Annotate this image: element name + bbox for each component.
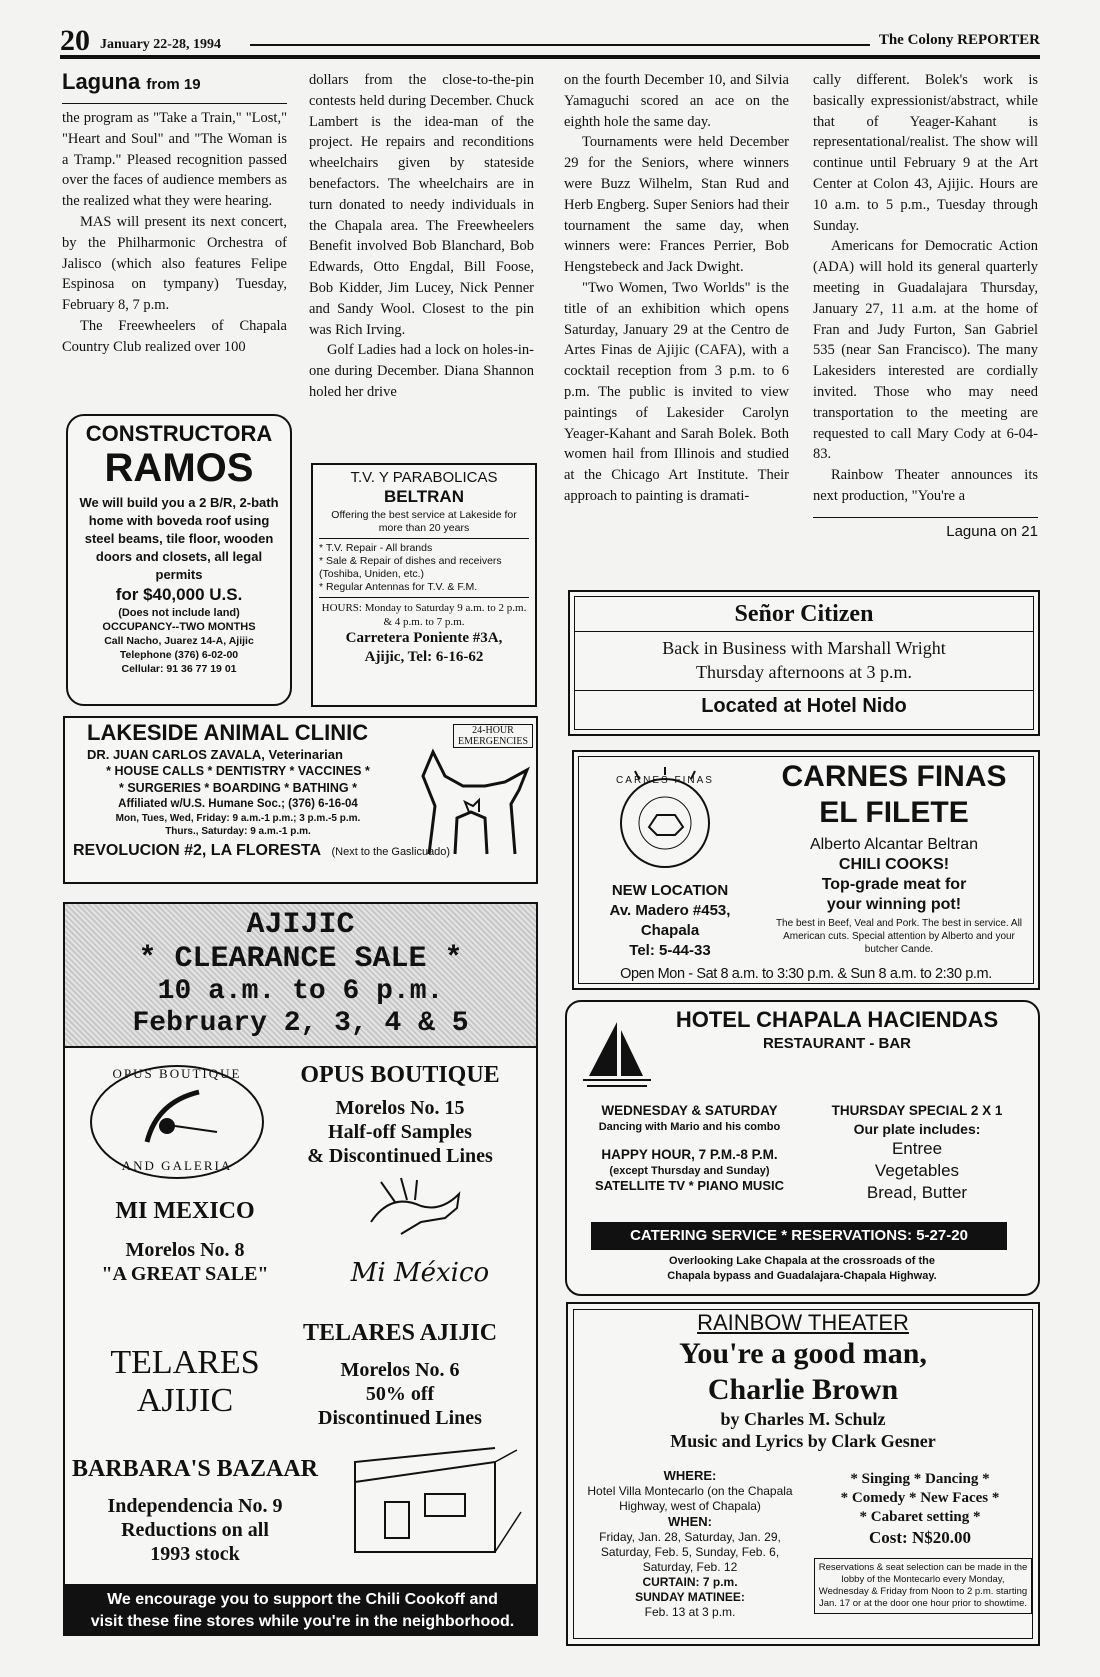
article-paragraph: MAS will present its next concert, by the Philharmonic Orchestra of Jalisco (which also features Felipe Espinosa on tympany) Tuesday, February 8, 7 p.m. bbox=[62, 213, 287, 314]
ad-divider bbox=[319, 597, 529, 598]
ad-headline: RAMOS bbox=[104, 446, 254, 490]
ad-hours: HOURS: Monday to Saturday 9 a.m. to 2 p.m. & 4 p.m. to 7 p.m. bbox=[321, 602, 527, 628]
ad-location: Located at Hotel Nido bbox=[575, 690, 1033, 721]
ad-headline: LAKESIDE ANIMAL CLINIC bbox=[87, 720, 369, 745]
store-offer: Reductions on all bbox=[121, 1519, 269, 1541]
ad-headline: BELTRAN bbox=[384, 487, 464, 506]
telares-ajijic-block bbox=[275, 1318, 525, 1430]
ad-fine-print: The best in Beef, Veal and Pork. The best in service. All American cuts. Special attention by Alberto and your butcher Cande. bbox=[775, 918, 1023, 955]
store-name: OPUS BOUTIQUE bbox=[300, 1062, 500, 1088]
jump-line: Laguna on 21 bbox=[946, 522, 1038, 540]
ad-headline: Señor Citizen bbox=[575, 597, 1033, 632]
dog-cat-illustration-icon bbox=[415, 746, 535, 858]
carnes-details bbox=[749, 835, 1039, 956]
store-address: Independencia No. 9 bbox=[107, 1495, 283, 1517]
ad-hours: Mon, Tues, Wed, Friday: 9 a.m.-1 p.m.; 3 p.m.-5 p.m. bbox=[115, 813, 361, 824]
ad-note: OCCUPANCY--TWO MONTHS bbox=[102, 621, 256, 633]
store-name: TELARES AJIJIC bbox=[302, 1320, 498, 1346]
show-features: * Singing * Dancing * * Comedy * New Faces * * Cabaret setting * Cost: N$20.00 bbox=[840, 1471, 1000, 1547]
opus-logo-bottom: AND GALERIA bbox=[121, 1158, 233, 1173]
ad-price: for $40,000 U.S. bbox=[115, 585, 243, 604]
show-details: WHERE: Hotel Villa Montecarlo (on the Chapala Highway, west of Chapala) WHEN: Friday, Jan. 28, Saturday, Jan. 29, Saturday, Feb. 5, Sunday, Feb. 6, Saturday, Feb. 12 CURTAIN: 7 p.m. SUNDAY MATINEE: Feb. 13 at 3 p.m. bbox=[587, 1468, 793, 1619]
top-rule bbox=[60, 55, 1040, 59]
ad-divider bbox=[319, 538, 529, 539]
ad-line: Back in Business with Marshall Wright bbox=[662, 638, 946, 658]
ad-rainbow-theater bbox=[566, 1302, 1040, 1646]
mi-mexico-block bbox=[75, 1196, 295, 1286]
hotel-location-note: Overlooking Lake Chapala at the crossroads of the Chapala bypass and Guadalajara-Chapala Highway. bbox=[667, 1255, 937, 1282]
ad-note: (Does not include land) bbox=[118, 607, 240, 619]
ad-headline: CARNES FINAS EL FILETE bbox=[781, 760, 1007, 829]
ad-hours: Open Mon - Sat 8 a.m. to 3:30 p.m. & Sun 8 a.m. to 2:30 p.m. bbox=[620, 966, 992, 982]
ad-services: * SURGERIES * BOARDING * BATHING * bbox=[119, 781, 357, 795]
show-author: by Charles M. Schulz bbox=[720, 1409, 886, 1429]
sailboat-icon bbox=[577, 1016, 657, 1092]
store-address: Morelos No. 6 bbox=[340, 1359, 460, 1381]
store-name: BARBARA'S BAZAAR bbox=[71, 1456, 319, 1482]
hotel-right-info: THURSDAY SPECIAL 2 X 1 Our plate includes: Entree Vegetables Bread, Butter bbox=[831, 1103, 1003, 1202]
carnes-location: NEW LOCATION Av. Madero #453, Chapala Tel: 5-44-33 bbox=[609, 882, 731, 959]
article-paragraph: "Two Women, Two Worlds" is the title of an exhibition which opens Saturday, January 29 at the Centro de Artes Finas de Ajijic (CAFA), with a cocktail reception from 3 p.m. to 6 p.m. The public is invited to view paintings of Lakesider Carolyn Yeager-Kahant and Sarah Bolek. Both women hail from Illinois and studied at the Chicago Art Institute. Their approach to painting is dramati- bbox=[564, 279, 789, 504]
ad-tv-parabolicas bbox=[311, 463, 537, 707]
ad-hours: Thurs., Saturday: 9 a.m.-1 p.m. bbox=[165, 826, 311, 837]
opus-boutique-block bbox=[275, 1060, 525, 1168]
ad-services: * HOUSE CALLS * DENTISTRY * VACCINES * bbox=[106, 764, 370, 778]
clearance-banner bbox=[65, 904, 536, 1048]
ad-owner: Alberto Alcantar Beltran bbox=[809, 836, 979, 853]
ad-constructora-ramos bbox=[66, 414, 292, 706]
ad-line: Top-grade meat for bbox=[821, 876, 967, 893]
ad-tagline: Offering the best service at Lakeside for more than 20 years bbox=[331, 509, 517, 534]
store-offer: "A GREAT SALE" bbox=[101, 1263, 269, 1285]
ad-address: Carretera Poniente #3A, bbox=[345, 630, 503, 646]
ad-line: Thursday afternoons at 3 p.m. bbox=[696, 662, 912, 682]
ad-service: * Sale & Repair of dishes and receivers (Toshiba, Uniden, etc.) bbox=[319, 555, 502, 580]
ad-lakeside-animal-clinic bbox=[63, 716, 538, 884]
ad-headline: HOTEL CHAPALA HACIENDAS bbox=[675, 1007, 999, 1032]
banner-line: AJIJIC bbox=[246, 908, 355, 942]
issue-date: January 22-28, 1994 bbox=[100, 37, 221, 52]
ad-contact: Telephone (376) 6-02-00 bbox=[119, 649, 239, 661]
header-rule bbox=[250, 44, 870, 46]
horse-drawing-icon bbox=[361, 1172, 471, 1242]
article-paragraph: Golf Ladies had a lock on holes-in-one during December. Diana Shannon holed her drive bbox=[309, 342, 534, 400]
banner-line: February 2, 3, 4 & 5 bbox=[132, 1008, 469, 1039]
barbaras-bazaar-block bbox=[65, 1454, 325, 1566]
ad-service: * T.V. Repair - All brands bbox=[319, 542, 433, 554]
ad-line: CONSTRUCTORA bbox=[85, 421, 273, 446]
show-credits: Music and Lyrics by Clark Gesner bbox=[670, 1431, 936, 1451]
banner-line: 10 a.m. to 6 p.m. bbox=[157, 976, 444, 1007]
publication-name: The Colony REPORTER bbox=[871, 32, 1040, 49]
ad-address: REVOLUCION #2, LA FLORESTA bbox=[73, 842, 322, 859]
store-offer: & Discontinued Lines bbox=[307, 1145, 493, 1167]
article-paragraph: The Freewheelers of Chapala Country Club realized over 100 bbox=[62, 317, 287, 355]
page-number: 20 bbox=[60, 24, 90, 57]
ad-line: your winning pot! bbox=[826, 896, 962, 913]
article-paragraph: the program as "Take a Train," "Lost," "Heart and Soul" and "The Woman is a Tramp." Pleased recognition passed over the faces of audience members as the realized what they were hearing. bbox=[62, 110, 287, 210]
hotel-left-info: WEDNESDAY & SATURDAY Dancing with Mario and his combo HAPPY HOUR, 7 P.M.-8 P.M. (except Thursday and Sunday) SATELLITE TV * PIANO MUSIC bbox=[595, 1103, 784, 1193]
store-offer: Half-off Samples bbox=[328, 1121, 472, 1143]
jump-rule bbox=[813, 517, 1038, 518]
kicker-rule bbox=[62, 103, 287, 104]
show-title: You're a good man, bbox=[679, 1337, 927, 1370]
ad-carnes-finas bbox=[572, 750, 1040, 990]
article-column-3 bbox=[564, 70, 789, 507]
article-paragraph: cally different. Bolek's work is basically expressionist/abstract, while that of Yeager-Kahant is representational/realist. The show will continue until February 9 at the Art Center at Colon 43, Ajijic. Hours are 10 a.m. to 5 p.m., Tuesday through Sunday. bbox=[813, 72, 1038, 234]
ad-line: T.V. Y PARABOLICAS bbox=[350, 469, 498, 486]
store-name: MI MEXICO bbox=[115, 1198, 255, 1224]
ad-ajijic-clearance-sale bbox=[63, 902, 538, 1636]
article-paragraph: Rainbow Theater announces its next production, "You're a bbox=[813, 467, 1038, 504]
ad-affiliation: Affiliated w/U.S. Humane Soc.; (376) 6-16-04 bbox=[118, 798, 358, 810]
page-header bbox=[60, 24, 1040, 57]
ad-line: CHILI COOKS! bbox=[838, 856, 950, 873]
ad-service: * Regular Antennas for T.V. & F.M. bbox=[319, 581, 478, 593]
store-offer: 50% off bbox=[365, 1383, 435, 1405]
ad-phone: Ajijic, Tel: 6-16-62 bbox=[364, 649, 484, 665]
ad-body: We will build you a 2 B/R, 2-bath home with boveda roof using steel beams, tile floor, wooden doors and closets, all legal permits bbox=[79, 495, 279, 582]
ad-vet: DR. JUAN CARLOS ZAVALA, Veterinarian bbox=[87, 747, 343, 762]
article-column-2 bbox=[309, 70, 534, 403]
mi-mexico-logo: Mi México bbox=[350, 1258, 490, 1288]
show-title: Charlie Brown bbox=[707, 1373, 899, 1406]
storefront-drawing-icon bbox=[345, 1442, 525, 1564]
emergency-badge: 24-HOUR EMERGENCIES bbox=[453, 724, 533, 748]
article-column-1 bbox=[62, 70, 287, 358]
opus-logo-top: OPUS BOUTIQUE bbox=[112, 1066, 242, 1081]
ad-contact: Cellular: 91 36 77 19 01 bbox=[121, 663, 237, 675]
reservation-note: Reservations & seat selection can be made in the lobby of the Montecarlo every Monday, Wednesday & Friday from Noon to 2 p.m. starting Jan. 17 or at the door one hour prior to showtime. bbox=[814, 1558, 1032, 1614]
store-offer: Discontinued Lines bbox=[318, 1407, 482, 1429]
clearance-footer: We encourage you to support the Chili Cookoff and visit these fine stores while you're in the neighborhood. bbox=[65, 1584, 538, 1636]
ad-senor-citizen bbox=[568, 590, 1040, 736]
ad-contact: Call Nacho, Juarez 14-A, Ajijic bbox=[104, 635, 254, 647]
article-kicker: Laguna from 19 bbox=[62, 69, 201, 94]
store-address: Morelos No. 8 bbox=[125, 1239, 245, 1261]
store-address: Morelos No. 15 bbox=[335, 1097, 465, 1119]
article-paragraph: Tournaments were held December 29 for the Seniors, where winners were Buzz Wilhelm, Stan Rud and Herb Engberg. Super Seniors had their tournament the same day, when winners were: Frances Perrier, Bob Hengstebeck and Jack Dwight. bbox=[564, 134, 789, 276]
ad-headline: RAINBOW THEATER bbox=[697, 1310, 909, 1335]
article-paragraph: on the fourth December 10, and Silvia Yamaguchi scored an ace on the eighth hole the same day. bbox=[564, 72, 789, 130]
hotel-reservations-bar: CATERING SERVICE * RESERVATIONS: 5-27-20 bbox=[591, 1222, 1007, 1250]
ad-address-note: (Next to the Gaslicuado) bbox=[331, 846, 451, 858]
article-paragraph: Americans for Democratic Action (ADA) will hold its general quarterly meeting in Guadalajara Thursday, January 27, 11 a.m. at the home of Fran and Judy Furton, San Gabriel 535 (near San Francisco). The many Lakesiders interested are cordially invited. Those who may need transportation to the meeting are requested to call Mary Cody at 6-04-83. bbox=[813, 238, 1038, 463]
ad-hotel-chapala-haciendas bbox=[565, 1000, 1040, 1296]
ad-subtitle: RESTAURANT - BAR bbox=[762, 1035, 912, 1052]
article-column-4 bbox=[813, 70, 1038, 543]
banner-line: * CLEARANCE SALE * bbox=[138, 942, 463, 976]
store-offer: 1993 stock bbox=[150, 1543, 240, 1565]
telares-logo: TELARES AJIJIC bbox=[110, 1344, 260, 1419]
article-paragraph: dollars from the close-to-the-pin contests held during December. Chuck Lambert is the idea-man of the project. He repairs and reconditions wheelchairs given by stateside benefactors. The wheelchairs are in turn donated to needy individuals in the Chapala area. The Freewheelers Benefit involved Bob Blanchard, Bob Edwards, Otto Engdal, Bill Foose, Bob Kidder, Jim Lucey, Nick Penner and Sandy Wool. Closest to the pin was Rich Irving. bbox=[309, 72, 534, 338]
logo-text: CARNES FINAS bbox=[616, 775, 714, 786]
